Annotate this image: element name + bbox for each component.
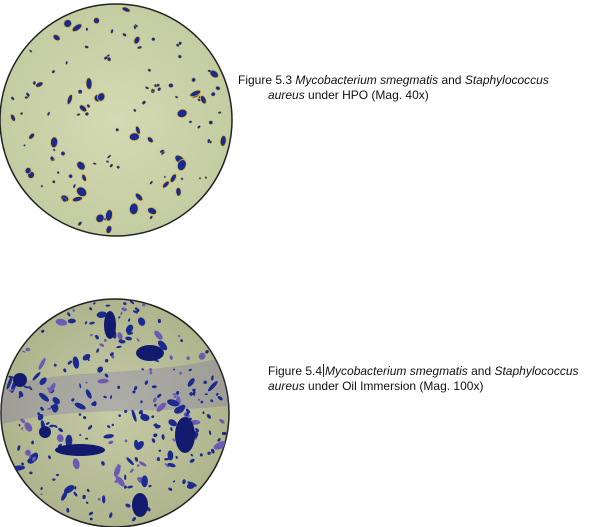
- bacteria-mass: [132, 493, 148, 517]
- bacteria-mass: [13, 373, 27, 387]
- caption-organism-1: Mycobacterium smegmatis: [295, 73, 439, 87]
- bacteria-cluster: [164, 176, 166, 179]
- bacteria-cluster: [61, 151, 65, 155]
- bacteria-cluster: [124, 475, 126, 481]
- caption-organism-2a: Staphylococcus: [464, 73, 549, 87]
- figure-5-4-caption: [268, 364, 605, 394]
- caption-organism-2b: aureus: [268, 379, 305, 393]
- bacteria-cluster: [189, 121, 192, 124]
- bacteria-mass: [104, 311, 116, 339]
- bacteria-mass: [175, 417, 195, 453]
- micrograph-hpo: [0, 0, 240, 242]
- caption-organism-2b: aureus: [268, 88, 305, 102]
- text-cursor: [323, 364, 324, 377]
- bacteria-cluster: [199, 177, 201, 179]
- caption-organism-1: Mycobacterium smegmatis: [325, 364, 468, 378]
- caption-label: Figure 5.3: [238, 73, 293, 87]
- bacteria-cluster: [86, 78, 93, 90]
- bacteria-cluster: [205, 176, 208, 179]
- micrograph-oil-immersion: [0, 295, 234, 527]
- bacteria-cluster: [115, 128, 119, 132]
- bacteria-cluster: [93, 401, 96, 406]
- bacteria-cluster: [151, 89, 155, 92]
- bacteria-cluster: [86, 27, 89, 31]
- caption-label: Figure 5.4: [268, 364, 323, 378]
- bacteria-mass: [136, 345, 164, 361]
- figure-5-3-caption: [238, 73, 583, 103]
- bacteria-mass: [55, 444, 105, 456]
- caption-and: and: [441, 73, 462, 87]
- bacteria-cluster: [205, 393, 208, 395]
- caption-suffix: under HPO (Mag. 40x): [308, 88, 429, 102]
- bacteria-mass: [39, 426, 51, 438]
- caption-suffix: under Oil Immersion (Mag. 100x): [308, 379, 484, 393]
- bacteria-cluster: [78, 90, 82, 94]
- bacteria-cluster: [52, 180, 56, 184]
- bacteria-cluster: [175, 187, 181, 196]
- caption-organism-2a: Staphylococcus: [494, 364, 579, 378]
- caption-and: and: [471, 364, 492, 378]
